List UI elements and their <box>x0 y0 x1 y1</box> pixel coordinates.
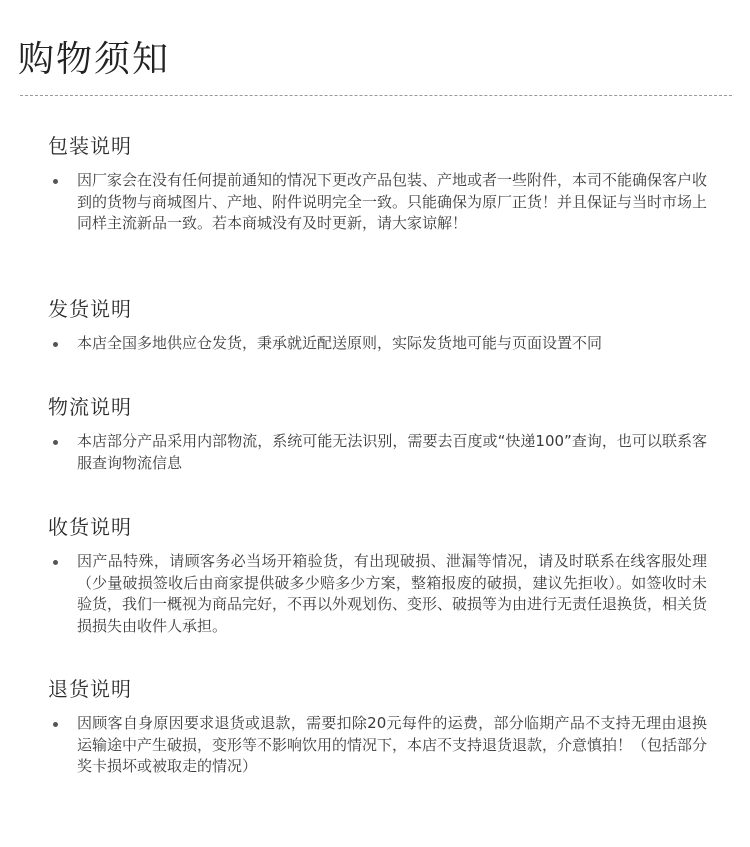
page-title: 购物须知 <box>18 39 171 80</box>
section-text: 因厂家会在没有任何提前通知的情况下更改产品包装、产地或者一些附件，本司不能确保客户收到的货物与商城图片、产地、附件说明完全一致。只能确保为原厂正货！并且保证与当时市场上同样主流新品一致。若本商城没有及时更新，请大家谅解！ <box>77 171 708 232</box>
section-heading: 退货说明 <box>48 677 132 701</box>
section-heading: 包装说明 <box>48 134 132 158</box>
bullet-dot-icon <box>53 342 58 347</box>
section-heading: 收货说明 <box>48 515 132 539</box>
section-text: 本店全国多地供应仓发货，秉承就近配送原则，实际发货地可能与页面设置不同 <box>77 334 603 352</box>
bullet-dot-icon <box>53 560 58 565</box>
section-text: 因顾客自身原因要求退货或退款，需要扣除20元每件的运费，部分临期产品不支持无理由退换运输途中产生破损，变形等不影响饮用的情况下，本店不支持退货退款，介意慎拍！（包括部分奖卡损坏或被取走的情况） <box>77 714 708 775</box>
section-heading: 物流说明 <box>48 395 132 419</box>
title-divider <box>20 95 732 96</box>
section-text: 因产品特殊，请顾客务必当场开箱验货，有出现破损、泄漏等情况，请及时联系在线客服处理（少量破损签收后由商家提供破多少赔多少方案，整箱报废的破损，建议先拒收）。如签收时未验货，我们一概视为商品完好，不再以外观划伤、变形、破损等为由进行无责任退换货，相关货损损失由收件人承担。 <box>77 552 708 635</box>
section-heading: 发货说明 <box>48 297 132 321</box>
bullet-dot-icon <box>53 722 58 727</box>
bullet-dot-icon <box>53 179 58 184</box>
bullet-dot-icon <box>53 440 58 445</box>
section-text: 本店部分产品采用内部物流，系统可能无法识别，需要去百度或“快递100”查询，也可以联系客服查询物流信息 <box>77 432 707 472</box>
